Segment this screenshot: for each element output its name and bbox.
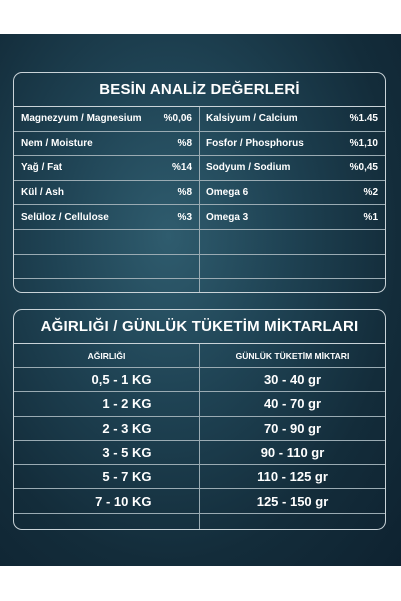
nutrient-cell <box>200 181 385 205</box>
weight-value: 3 - 5 KG <box>102 445 152 461</box>
feeding-title: AĞIRLIĞI / GÜNLÜK TÜKETİM MİKTARLARI <box>14 310 385 344</box>
weight-cell <box>14 441 199 464</box>
empty-row <box>14 279 385 293</box>
table-row <box>14 465 385 489</box>
nutrient-name: Selüloz / Cellulose <box>21 211 109 223</box>
empty-row <box>14 230 385 255</box>
nutrient-name: Magnezyum / Magnesium <box>21 113 142 125</box>
table-header-row <box>14 344 385 368</box>
amount-cell: 30 - 40 gr <box>263 372 322 388</box>
feeding-panel <box>13 309 386 530</box>
table-row <box>14 156 385 181</box>
weight-cell <box>14 392 199 415</box>
nutrition-panel <box>13 72 386 293</box>
empty-row <box>14 514 385 530</box>
nutrient-name: Kalsiyum / Calcium <box>206 113 298 125</box>
weight-value: 7 - 10 KG <box>95 493 152 509</box>
nutrient-cell <box>14 107 199 131</box>
weight-value: 5 - 7 KG <box>102 469 152 485</box>
table-row <box>14 368 385 392</box>
weight-cell <box>14 465 199 488</box>
nutrient-cell <box>14 132 199 156</box>
nutrient-value: %8 <box>177 187 192 199</box>
nutrient-cell <box>200 205 385 229</box>
nutrient-value: %3 <box>177 211 192 223</box>
nutrient-cell <box>200 132 385 156</box>
table-row <box>14 417 385 441</box>
table-row <box>14 205 385 230</box>
weight-cell <box>14 417 199 440</box>
weight-column-header: AĞIRLIĞI <box>87 350 126 361</box>
nutrient-name: Nem / Moisture <box>21 137 93 149</box>
feeding-table <box>14 344 385 530</box>
nutrient-name: Yağ / Fat <box>21 162 63 174</box>
nutrient-name: Omega 6 <box>206 187 249 199</box>
nutrient-name: Kül / Ash <box>21 187 64 199</box>
nutrient-value: %14 <box>171 162 192 174</box>
table-row <box>14 441 385 465</box>
weight-cell <box>14 489 199 512</box>
nutrient-value: %1 <box>363 211 378 223</box>
table-row <box>14 132 385 157</box>
table-row <box>14 107 385 132</box>
amount-cell: 90 - 110 gr <box>260 445 325 461</box>
nutrient-value: %2 <box>363 187 378 199</box>
nutrient-value: %0,45 <box>349 162 378 174</box>
table-row <box>14 489 385 513</box>
nutrient-cell <box>14 156 199 180</box>
amount-cell: 110 - 125 gr <box>257 469 328 485</box>
nutrient-cell <box>200 156 385 180</box>
nutrition-table <box>14 107 385 293</box>
amount-column-header: GÜNLÜK TÜKETİM MİKTARI <box>235 350 350 361</box>
nutrition-title: BESİN ANALİZ DEĞERLERİ <box>14 73 385 107</box>
nutrient-cell <box>14 181 199 205</box>
table-row <box>14 181 385 206</box>
weight-value: 1 - 2 KG <box>102 396 152 412</box>
nutrient-cell <box>14 205 199 229</box>
nutrient-value: %0,06 <box>163 113 192 125</box>
background <box>0 34 401 566</box>
table-row <box>14 392 385 416</box>
amount-cell: 40 - 70 gr <box>263 396 322 412</box>
nutrient-name: Omega 3 <box>206 211 249 223</box>
weight-cell <box>14 368 199 391</box>
amount-cell: 125 - 150 gr <box>256 493 329 509</box>
nutrient-value: %8 <box>177 137 192 149</box>
nutrient-value: %1.45 <box>349 113 378 125</box>
amount-cell: 70 - 90 gr <box>263 420 322 436</box>
nutrient-name: Sodyum / Sodium <box>206 162 291 174</box>
empty-row <box>14 255 385 280</box>
nutrient-name: Fosfor / Phosphorus <box>206 137 304 149</box>
weight-value: 2 - 3 KG <box>102 420 152 436</box>
weight-value: 0,5 - 1 KG <box>91 372 152 388</box>
nutrient-cell <box>200 107 385 131</box>
nutrient-value: %1,10 <box>349 137 378 149</box>
